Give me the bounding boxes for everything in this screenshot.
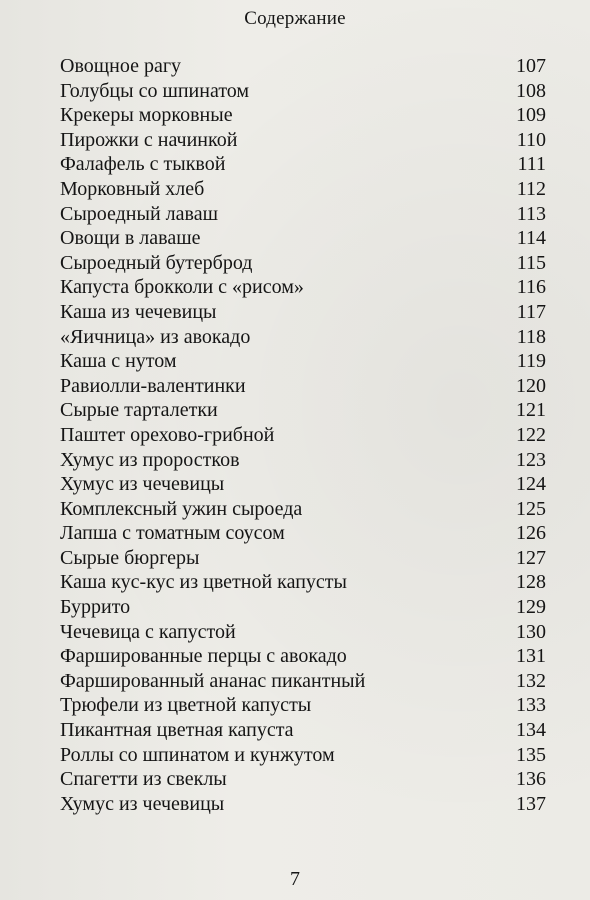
toc-entry-title: Сырые бюргеры	[60, 546, 200, 569]
toc-entry	[60, 718, 546, 743]
toc-entry	[60, 595, 546, 620]
toc-entry	[60, 743, 546, 768]
toc-entry-title: Хумус из чечевицы	[60, 792, 225, 815]
toc-entry	[60, 325, 546, 350]
toc-entry-title: Хумус из проростков	[60, 448, 240, 471]
toc-entry-page: 133	[516, 694, 546, 717]
toc-entry	[60, 644, 546, 669]
toc-entry-page: 113	[516, 202, 546, 225]
toc-entry-page: 109	[516, 104, 546, 127]
page-number: 7	[290, 868, 300, 890]
toc-entry-page: 120	[516, 374, 546, 397]
toc-entry-title: Буррито	[60, 596, 131, 619]
toc-entry-title: Равиолли-валентинки	[60, 374, 246, 397]
toc-entry	[60, 521, 546, 546]
toc-entry	[60, 374, 546, 399]
toc-entry	[60, 620, 546, 645]
toc-entry-title: Фаршированные перцы с авокадо	[60, 645, 347, 668]
toc-entry-title: Фаршированный ананас пикантный	[60, 669, 366, 692]
toc-entry-page: 127	[516, 546, 546, 569]
toc-entry-page: 125	[516, 497, 546, 520]
toc-entry	[60, 349, 546, 374]
toc-entry	[60, 669, 546, 694]
toc-entry	[60, 423, 546, 448]
toc-entry	[60, 79, 546, 104]
toc-entry	[60, 177, 546, 202]
toc-entry-page: 121	[516, 399, 546, 422]
toc-entry-page: 123	[516, 448, 546, 471]
toc-entry-title: Трюфели из цветной капусты	[60, 694, 312, 717]
toc-entry-page: 134	[516, 719, 546, 742]
toc-entry-page: 110	[516, 128, 546, 151]
toc-entry-page: 132	[516, 669, 546, 692]
toc-entry	[60, 472, 546, 497]
toc-entry	[60, 570, 546, 595]
toc-entry-page: 131	[516, 645, 546, 668]
toc-entry-page: 112	[516, 177, 546, 200]
toc-entry-title: Фалафель с тыквой	[60, 153, 226, 176]
toc-entry-title: Пикантная цветная капуста	[60, 719, 294, 742]
toc-entry-page: 114	[516, 227, 546, 250]
toc-entry-page: 111	[517, 153, 546, 176]
toc-entry-title: Лапша с томатным соусом	[60, 522, 285, 545]
toc-entry-title: Овощное рагу	[60, 55, 182, 77]
toc-entry-title: Сыроедный бутерброд	[60, 251, 253, 274]
toc-entry	[60, 300, 546, 325]
toc-entry-page: 124	[516, 473, 546, 496]
toc-entry	[60, 226, 546, 251]
toc-entry	[60, 103, 546, 128]
toc-entry-page: 128	[516, 571, 546, 594]
toc-entry-title: Хумус из чечевицы	[60, 473, 225, 496]
toc-entry-title: Паштет орехово-грибной	[60, 423, 275, 446]
toc-entry	[60, 128, 546, 153]
toc-entry	[60, 693, 546, 718]
page-title: Содержание	[244, 8, 346, 29]
toc-entry	[60, 767, 546, 792]
toc-entry-page: 129	[516, 596, 546, 619]
toc-entry-page: 117	[516, 300, 546, 323]
toc-entry-page: 122	[516, 423, 546, 446]
toc-entry-page: 107	[516, 55, 546, 77]
toc-entry-page: 108	[516, 79, 546, 102]
toc-entry-title: Каша с нутом	[60, 350, 177, 373]
toc-entry	[60, 398, 546, 423]
toc-entry	[60, 54, 546, 79]
toc-entry-title: Крекеры морковные	[60, 104, 233, 127]
toc-entry-title: Голубцы со шпинатом	[60, 79, 250, 102]
toc-entry-title: Сыроедный лаваш	[60, 202, 218, 225]
toc-entry	[60, 152, 546, 177]
toc-entry	[60, 497, 546, 522]
toc-entry-title: Спагетти из свеклы	[60, 768, 227, 791]
toc-entry-page: 137	[516, 792, 546, 815]
toc-entry-title: Овощи в лаваше	[60, 227, 201, 250]
toc-entry-page: 135	[516, 743, 546, 766]
toc-entry-title: Каша кус-кус из цветной капусты	[60, 571, 347, 594]
toc-entry	[60, 202, 546, 227]
toc-entry-title: Комплексный ужин сыроеда	[60, 497, 303, 520]
toc-entry	[60, 448, 546, 473]
toc-entry-title: Каша из чечевицы	[60, 300, 217, 323]
toc-entry-page: 115	[516, 251, 546, 274]
toc-entry-page: 118	[516, 325, 546, 348]
toc-entry-title: Пирожки с начинкой	[60, 128, 238, 151]
toc-entry-title: Капуста брокколи с «рисом»	[60, 276, 304, 299]
toc-entry-page: 136	[516, 768, 546, 791]
toc-entry-title: Сырые тарталетки	[60, 399, 218, 422]
toc-entry-page: 130	[516, 620, 546, 643]
toc-entry-page: 116	[516, 276, 546, 299]
toc-entry-page: 126	[516, 522, 546, 545]
toc-entry-title: Чечевица с капустой	[60, 620, 236, 643]
toc-entry	[60, 275, 546, 300]
toc-entry	[60, 251, 546, 276]
toc-entry-title: Роллы со шпинатом и кунжутом	[60, 743, 335, 766]
toc-entry-title: Морковный хлеб	[60, 177, 205, 200]
table-of-contents	[60, 54, 546, 816]
toc-entry-title: «Яичница» из авокадо	[60, 325, 251, 348]
toc-entry-page: 119	[516, 350, 546, 373]
toc-entry	[60, 792, 546, 817]
toc-entry	[60, 546, 546, 571]
